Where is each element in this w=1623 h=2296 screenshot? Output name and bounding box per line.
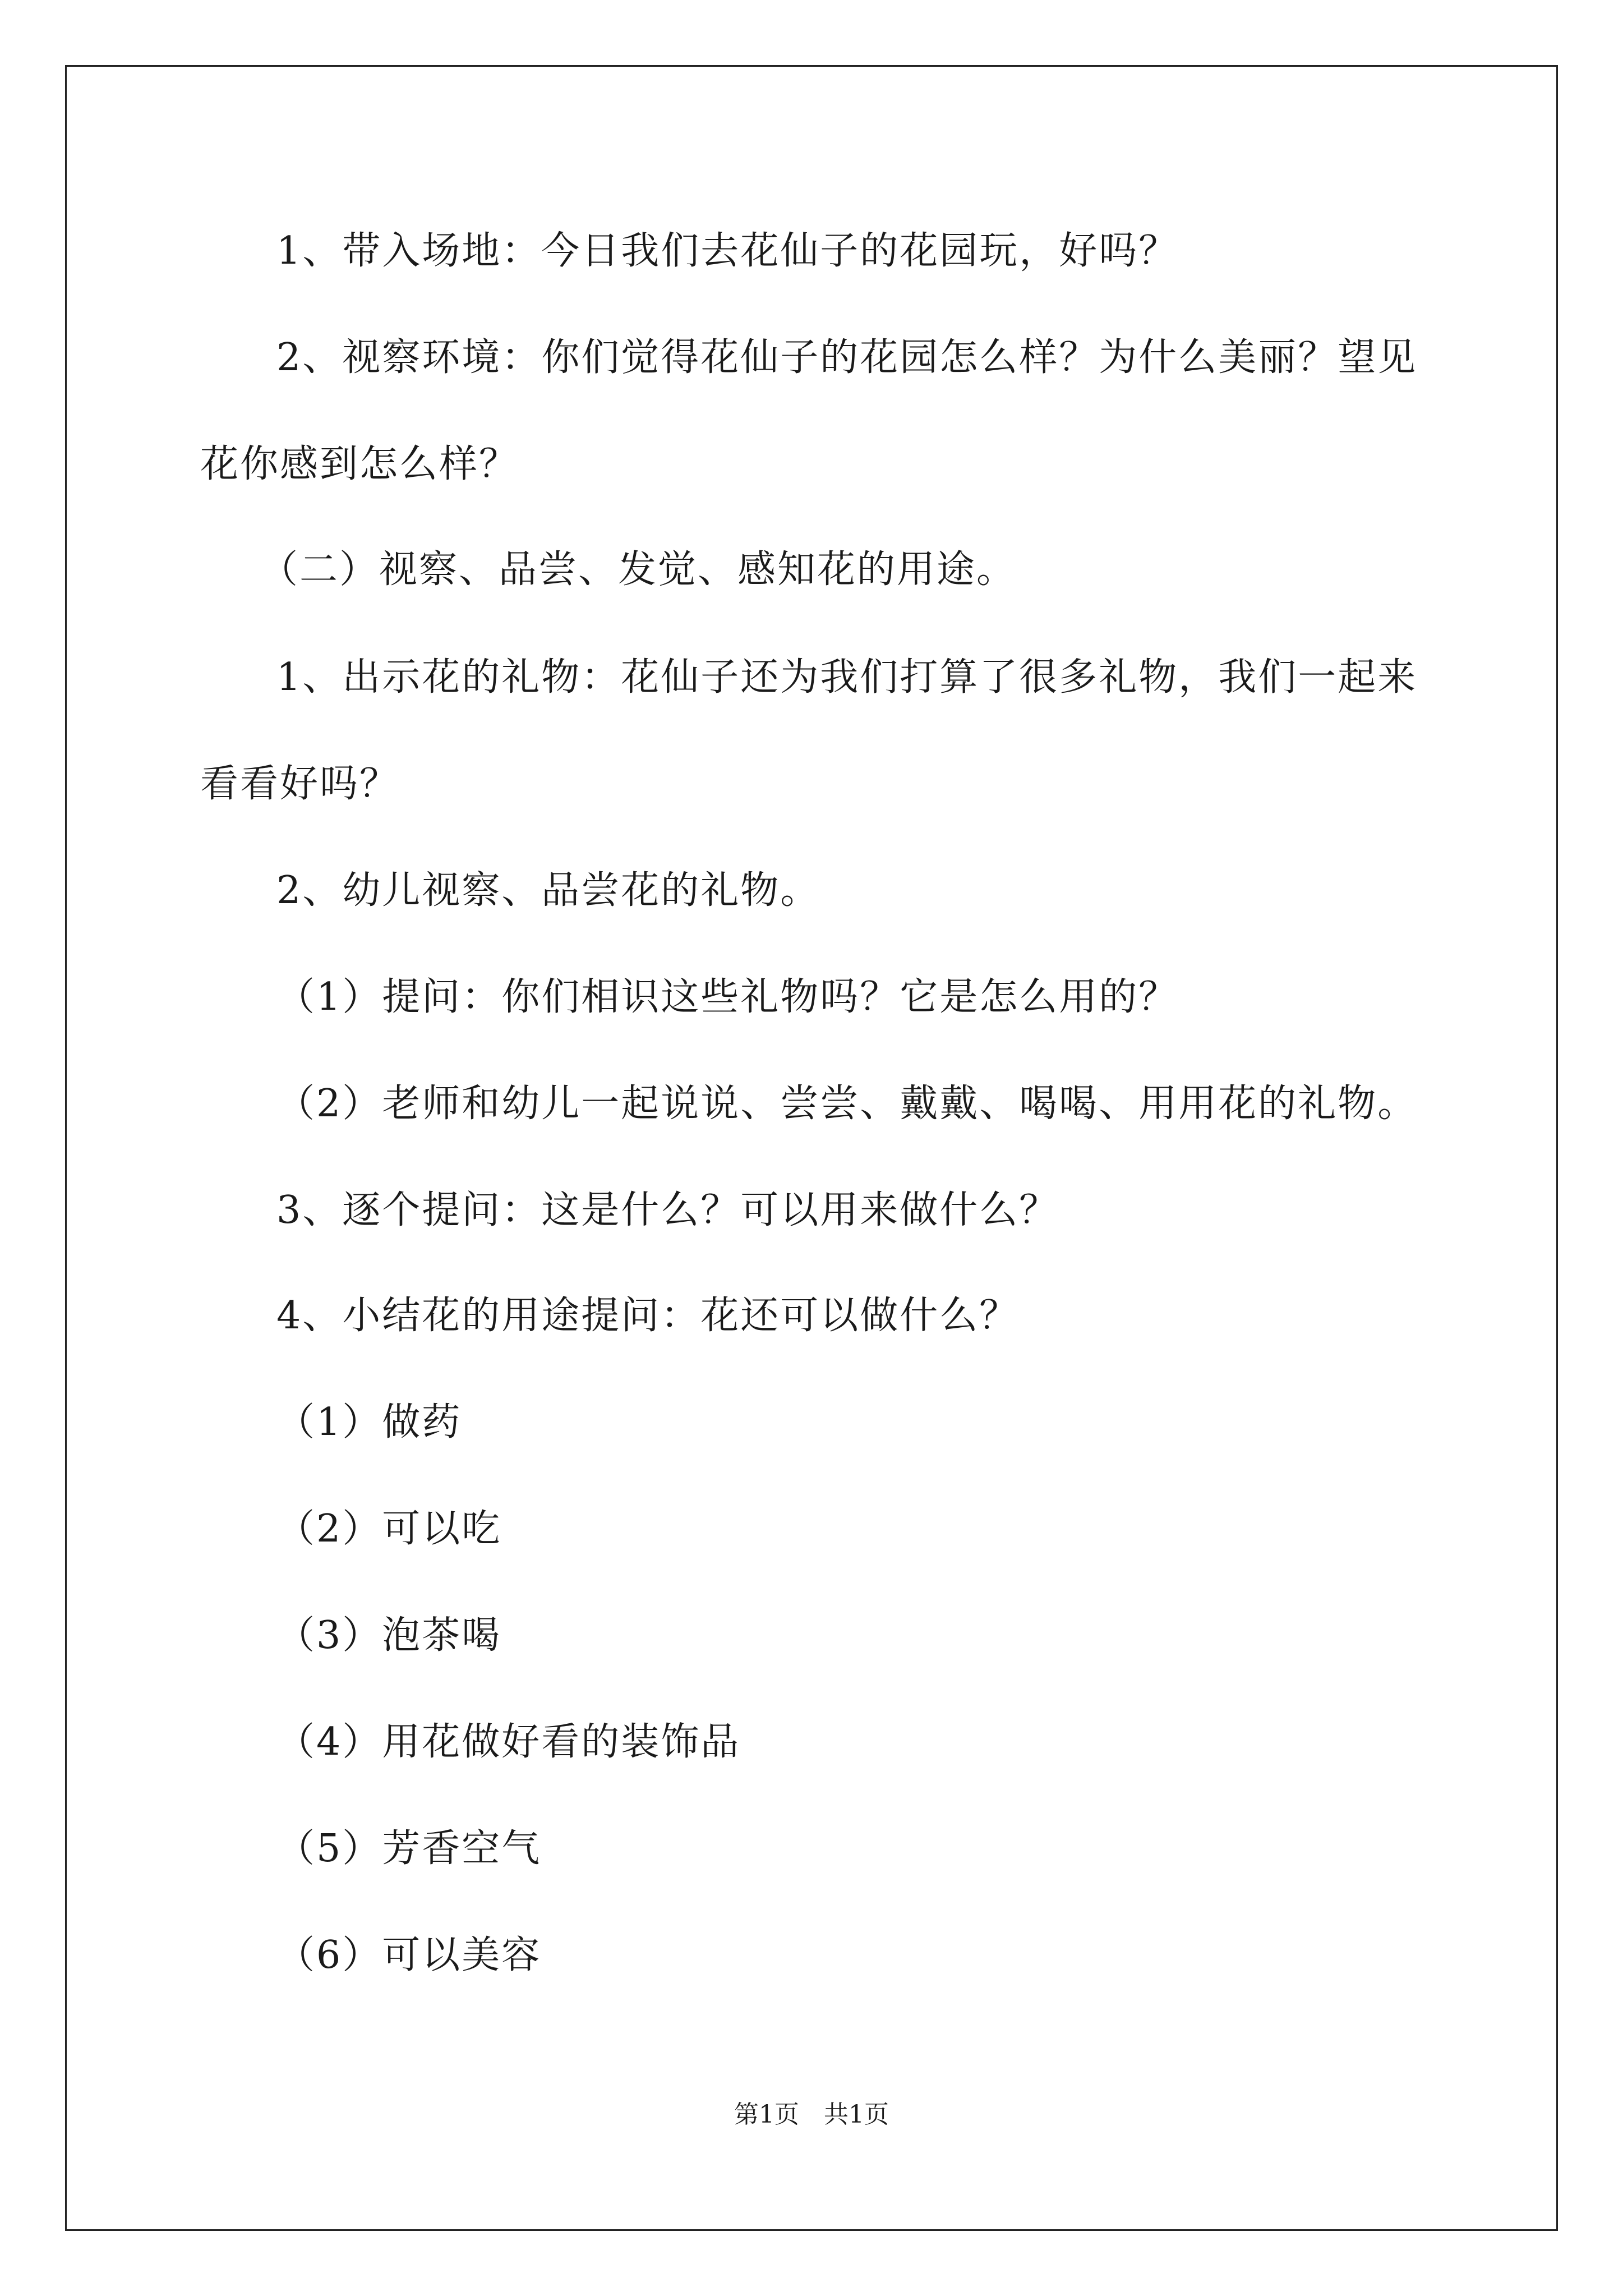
list-item-5: （5）芳香空气 <box>276 1826 542 1871</box>
list-item-2: （2）可以吃 <box>276 1507 502 1551</box>
paragraph-section-2: （二）视察、品尝、发觉、感知花的用途。 <box>260 547 1017 592</box>
paragraph-2-continued: 花你感到怎么样？ <box>200 442 519 486</box>
list-item-4: （4）用花做好看的装饰品 <box>276 1720 741 1764</box>
paragraph-3: 1、出示花的礼物：花仙子还为我们打算了很多礼物，我们一起来 <box>276 655 1418 700</box>
paragraph-question-2: （2）老师和幼儿一起说说、尝尝、戴戴、喝喝、用用花的礼物。 <box>276 1082 1418 1126</box>
paragraph-6: 4、小结花的用途提问：花还可以做什么？ <box>276 1294 1020 1338</box>
list-item-3: （3）泡茶喝 <box>276 1613 502 1658</box>
paragraph-1: 1、带入场地：今日我们去花仙子的花园玩，好吗？ <box>276 229 1179 273</box>
list-item-6: （6）可以美容 <box>276 1933 542 1977</box>
paragraph-5: 3、逐个提问：这是什么？可以用来做什么？ <box>276 1188 1059 1232</box>
page-border <box>65 65 1558 2231</box>
paragraph-3-continued: 看看好吗？ <box>200 762 400 806</box>
paragraph-question-1: （1）提问：你们相识这些礼物吗？它是怎么用的？ <box>276 975 1179 1019</box>
list-item-1: （1）做药 <box>276 1400 462 1444</box>
page-footer: 第1页 共1页 <box>734 2100 889 2129</box>
paragraph-2: 2、视察环境：你们觉得花仙子的花园怎么样？为什么美丽？望见 <box>276 335 1418 380</box>
paragraph-4: 2、幼儿视察、品尝花的礼物。 <box>276 868 820 913</box>
